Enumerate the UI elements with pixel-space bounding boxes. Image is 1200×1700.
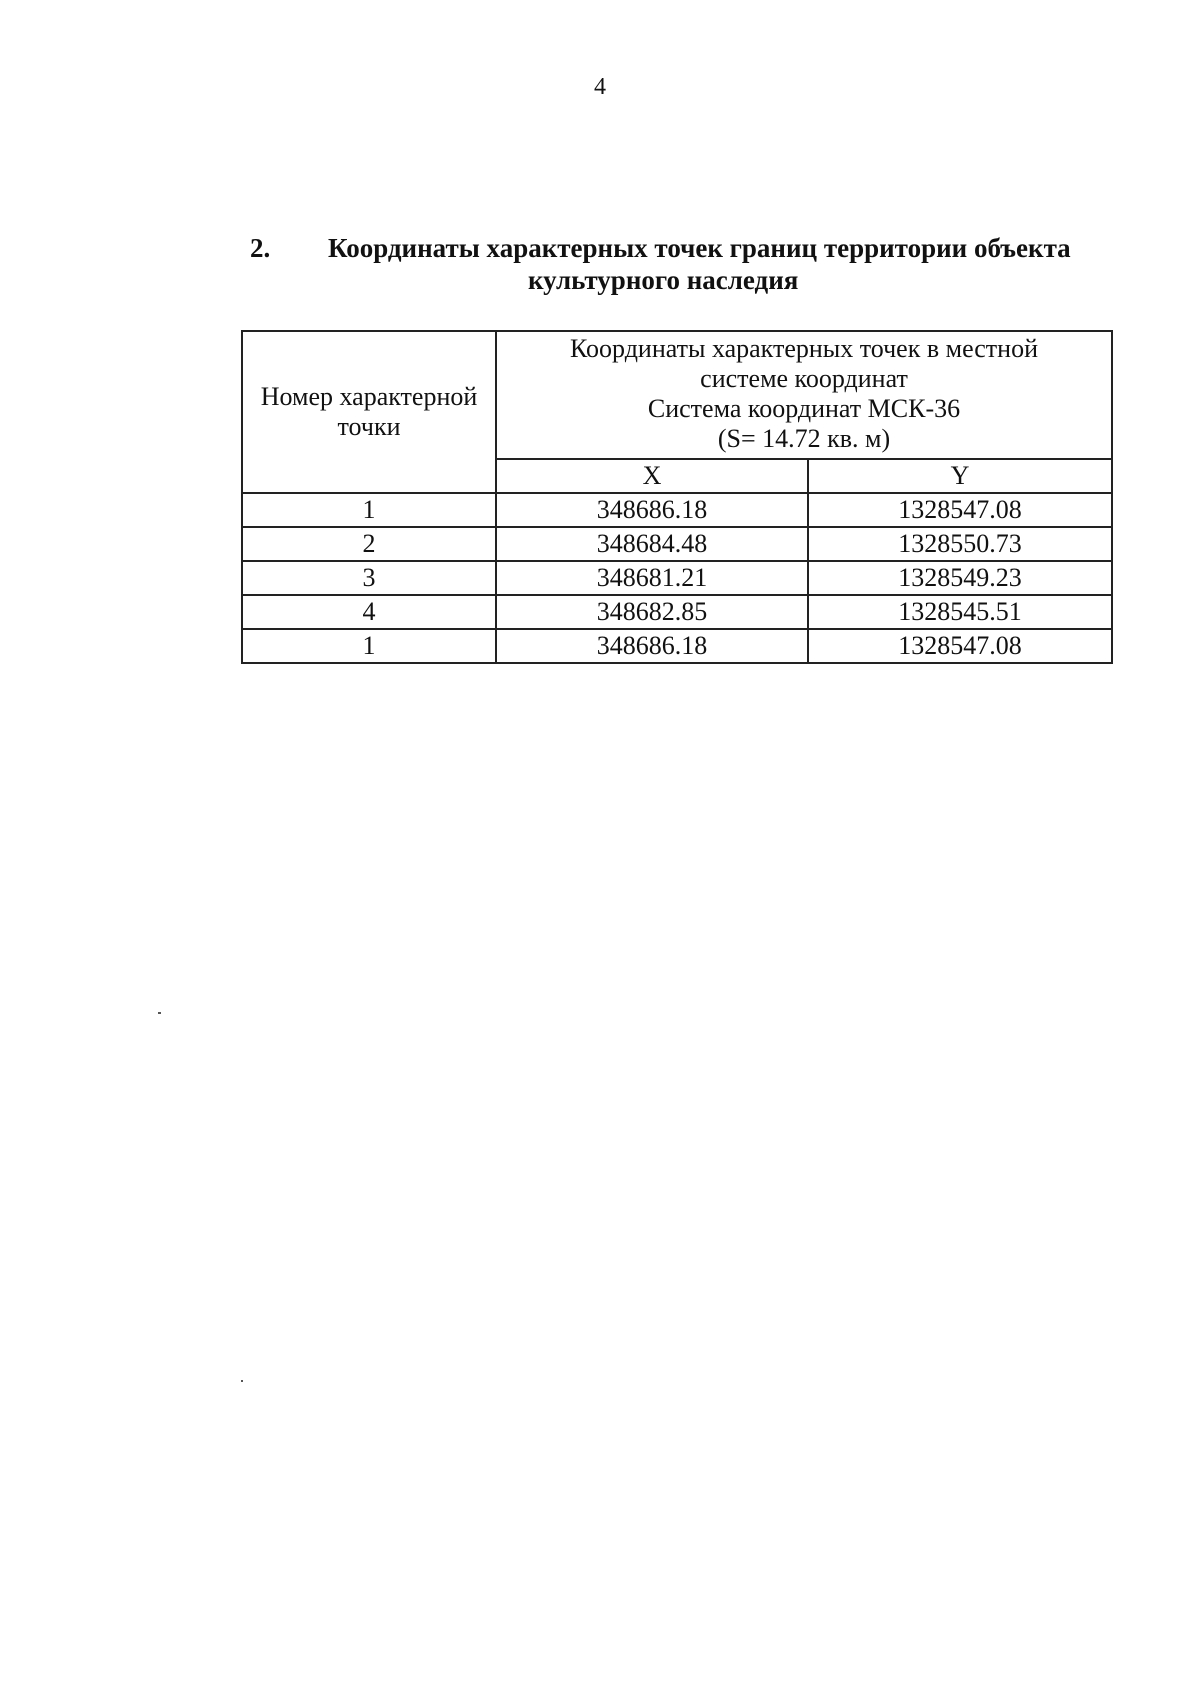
cell-y: 1328549.23 [808,561,1112,595]
table-row [242,493,1112,527]
table-row [242,629,1112,663]
cell-y: 1328547.08 [808,493,1112,527]
cell-point-number: 4 [242,595,496,629]
header-coordinates-line4: (S= 14.72 кв. м) [717,424,891,453]
header-x: X [496,459,808,493]
header-y: Y [808,459,1112,493]
cell-point-number: 2 [242,527,496,561]
cell-point-number: 1 [242,493,496,527]
table-row [242,561,1112,595]
cell-x: 348686.18 [496,493,808,527]
cell-x: 348682.85 [496,595,808,629]
scan-speck [241,1380,243,1382]
table-row [242,595,1112,629]
header-point-number [242,331,496,493]
header-coordinates-line2: системе координат [700,364,908,393]
coordinates-table [241,330,1113,664]
header-coordinates [496,331,1112,459]
section-heading [250,232,1150,296]
cell-x: 348681.21 [496,561,808,595]
cell-point-number: 3 [242,561,496,595]
scan-speck [158,1012,161,1014]
cell-x: 348686.18 [496,629,808,663]
header-coordinates-line1: Координаты характерных точек в местной [569,334,1038,363]
cell-y: 1328545.51 [808,595,1112,629]
section-title-line1: Координаты характерных точек границ территории объекта [328,233,1071,263]
cell-y: 1328547.08 [808,629,1112,663]
cell-y: 1328550.73 [808,527,1112,561]
page-number: 4 [594,74,606,100]
header-point-number-label: Номер характерной точки [260,382,478,441]
cell-x: 348684.48 [496,527,808,561]
header-coordinates-line3: Система координат МСК-36 [647,394,961,423]
section-number: 2. [250,233,271,263]
section-title-line2: культурного наследия [528,265,799,295]
table-header-row [242,331,1112,459]
cell-point-number: 1 [242,629,496,663]
table-row [242,527,1112,561]
